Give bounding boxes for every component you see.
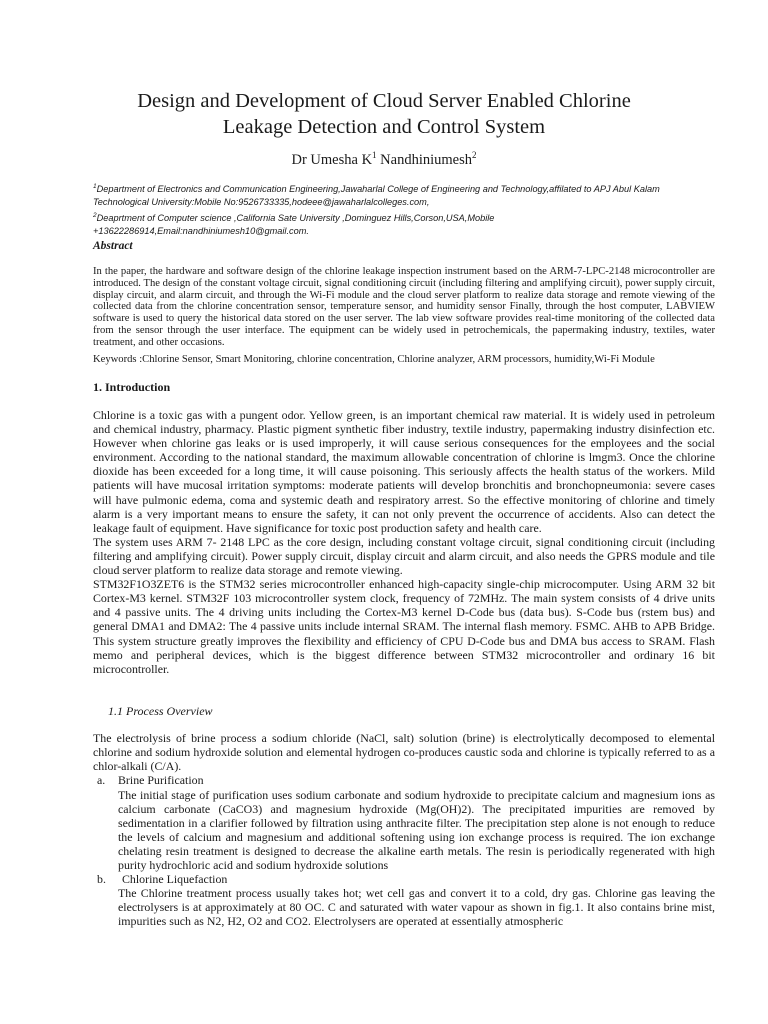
subsection-heading-process-overview: 1.1 Process Overview [108, 704, 213, 718]
item-b-title: Chlorine Liquefaction [122, 872, 228, 886]
affiliation-2-text: Deaprtment of Computer science ,California Sate University ,Dominguez Hills,Corson,USA,Mobile +13622286914,Email:nandhiniumesh10@gmail.com. [93, 213, 495, 237]
item-b-text: The Chlorine treatment process usually takes hot; wet cell gas and convert it to a cold, dry gas. Chlorine gas leaving the electrolysers is at approximately at 80 OC. C and saturated with water vapour as shown in fig.1. It also contains brine mist, impurities such as N2, H2, O2 and CO2. Electrolysers are operated at essentially atmospheric [118, 886, 715, 929]
paper-title [80, 88, 688, 140]
affiliation-2 [93, 209, 683, 238]
author-1-sup: 1 [372, 150, 377, 160]
abstract-text: In the paper, the hardware and software design of the chlorine leakage inspection instrument based on the ARM-7-LPC-2148 microcontroller are introduced. The design of the constant voltage circuit, signal conditioning circuit (including filtering and amplifying circuit), power supply circuit, display circuit, and alarm circuit, and through the Wi-Fi module and the cloud server platform to realize data storage and remote viewing of the collected data from the chlorine concentration sensor, temperature sensor, and humidity sensor Finally, through the host computer, LABVIEW software is used to query the historical data stored on the user server. The lab view software provides real-time monitoring of the collected data from the sensor through the user interface. The equipment can be widely used in petrochemicals, the papermaking industry, textiles, water treatment, and other occasions. [93, 266, 715, 348]
affiliation-1 [93, 180, 683, 209]
introduction-body [93, 408, 715, 676]
author-2: Nandhiniumesh [376, 151, 472, 168]
title-line-2: Leakage Detection and Control System [222, 116, 546, 138]
keywords: Keywords :Chlorine Sensor, Smart Monitoring, chlorine concentration, Chlorine analyzer, ARM processors, humidity,Wi-Fi Module [93, 354, 655, 365]
section-heading-introduction: 1. Introduction [93, 380, 171, 394]
affiliation-2-sup: 2 [93, 212, 97, 220]
process-paragraph-1: The electrolysis of brine process a sodium chloride (NaCl, salt) solution (brine) is electrolytically decomposed to elemental chlorine and sodium hydroxide solution and elemental hydrogen co-produces caustic soda and chlorine is typically referred to as a chlor-alkali (C/A). [93, 731, 715, 774]
author-list [80, 150, 688, 169]
affiliation-1-text: Department of Electronics and Communication Engineering,Jawaharlal College of Engineering and Technology,affilated to APJ Abul Kalam Technological University:Mobile No:9526733335,hodeee@jawaharlalcolleges.com, [93, 184, 660, 208]
item-a-title: Brine Purification [118, 773, 204, 787]
abstract-heading: Abstract [93, 240, 133, 252]
intro-paragraph-3: STM32F1O3ZET6 is the STM32 series microcontroller enhanced high-capacity single-chip microcomputer. Using ARM 32 bit Cortex-M3 kernel. STM32F 103 microcontroller system clock, frequency of 72MHz. The main system consists of 4 drive units and 4 passive units. The 4 driving units including the Cortex-M3 kernel D-Code bus (data bus). S-Code bus (rstem bus) and general DMA1 and DMA2: The 4 passive units include internal SRAM. The internal flash memory. FSMC. AHB to APB Bridge. This system structure greatly improves the flexibility and efficiency of CPU D-Code bus and DMA bus access to SRAM. Flash memo and peripheral devices, which is the biggest difference between STM32 microcontroller and ordinary 16 bit microcontroller. [93, 577, 715, 676]
item-b-label: b. [97, 872, 106, 886]
item-a-label: a. [97, 773, 106, 787]
author-1: Dr Umesha K [291, 151, 373, 168]
intro-paragraph-1: Chlorine is a toxic gas with a pungent odor. Yellow green, is an important chemical raw material. It is widely used in petroleum and chemical industry, pharmacy. Plastic pigment synthetic fiber industry, textile industry, papermaking industry disinfection etc. However when chlorine gas leaks or is used improperly, it will cause serious consequences for the employees and the social environment. According to the national standard, the maximum allowable concentration of chlorine is lmgm3. Once the chlorine dioxide has been exceeded for a long time, it will cause poisoning. This seriously affects the health status of the workers. Mild patients will have mucosal irritation symptoms: moderate patients will develop bronchitis and bronchopneumonia: severe cases will have pulmonic edema, coma and systemic death and respiratory arrest. So the effective monitoring of chlorine and timely alarm is a very important means to ensure the safety, it can not only prevent the occurrence of accidents. Also can detect the leakage fault of equipment. Have significance for toxic post production safety and health care. [93, 408, 715, 535]
title-line-1: Design and Development of Cloud Server Enabled Chlorine [137, 90, 631, 112]
affiliations [93, 180, 683, 238]
affiliation-1-sup: 1 [93, 183, 97, 190]
intro-paragraph-2: The system uses ARM 7- 2148 LPC as the core design, including constant voltage circuit, signal conditioning circuit (including filtering and amplifying circuit). Power supply circuit, display circuit and alarm circuit, and also needs the GPRS module and tile cloud server platform to realize data storage and remote viewing. [93, 534, 715, 578]
author-2-sup: 2 [472, 150, 477, 160]
item-a-text: The initial stage of purification uses sodium carbonate and sodium hydroxide to precipitate calcium and magnesium ions as calcium carbonate (CaCO3) and magnesium hydroxide (Mg(OH)2). The precipitated impurities are removed by sedimentation in a clarifier followed by filtration using anthracite filter. The precipitation step alone is not enough to reduce the levels of calcium and magnesium and additional softening using ion exchange process is required. The ion exchange chelating resin treatment is designed to decrease the alkaline earth metals. The resin is periodically regenerated with high purity hydrochloric acid and sodium hydroxide solutions [118, 788, 715, 873]
